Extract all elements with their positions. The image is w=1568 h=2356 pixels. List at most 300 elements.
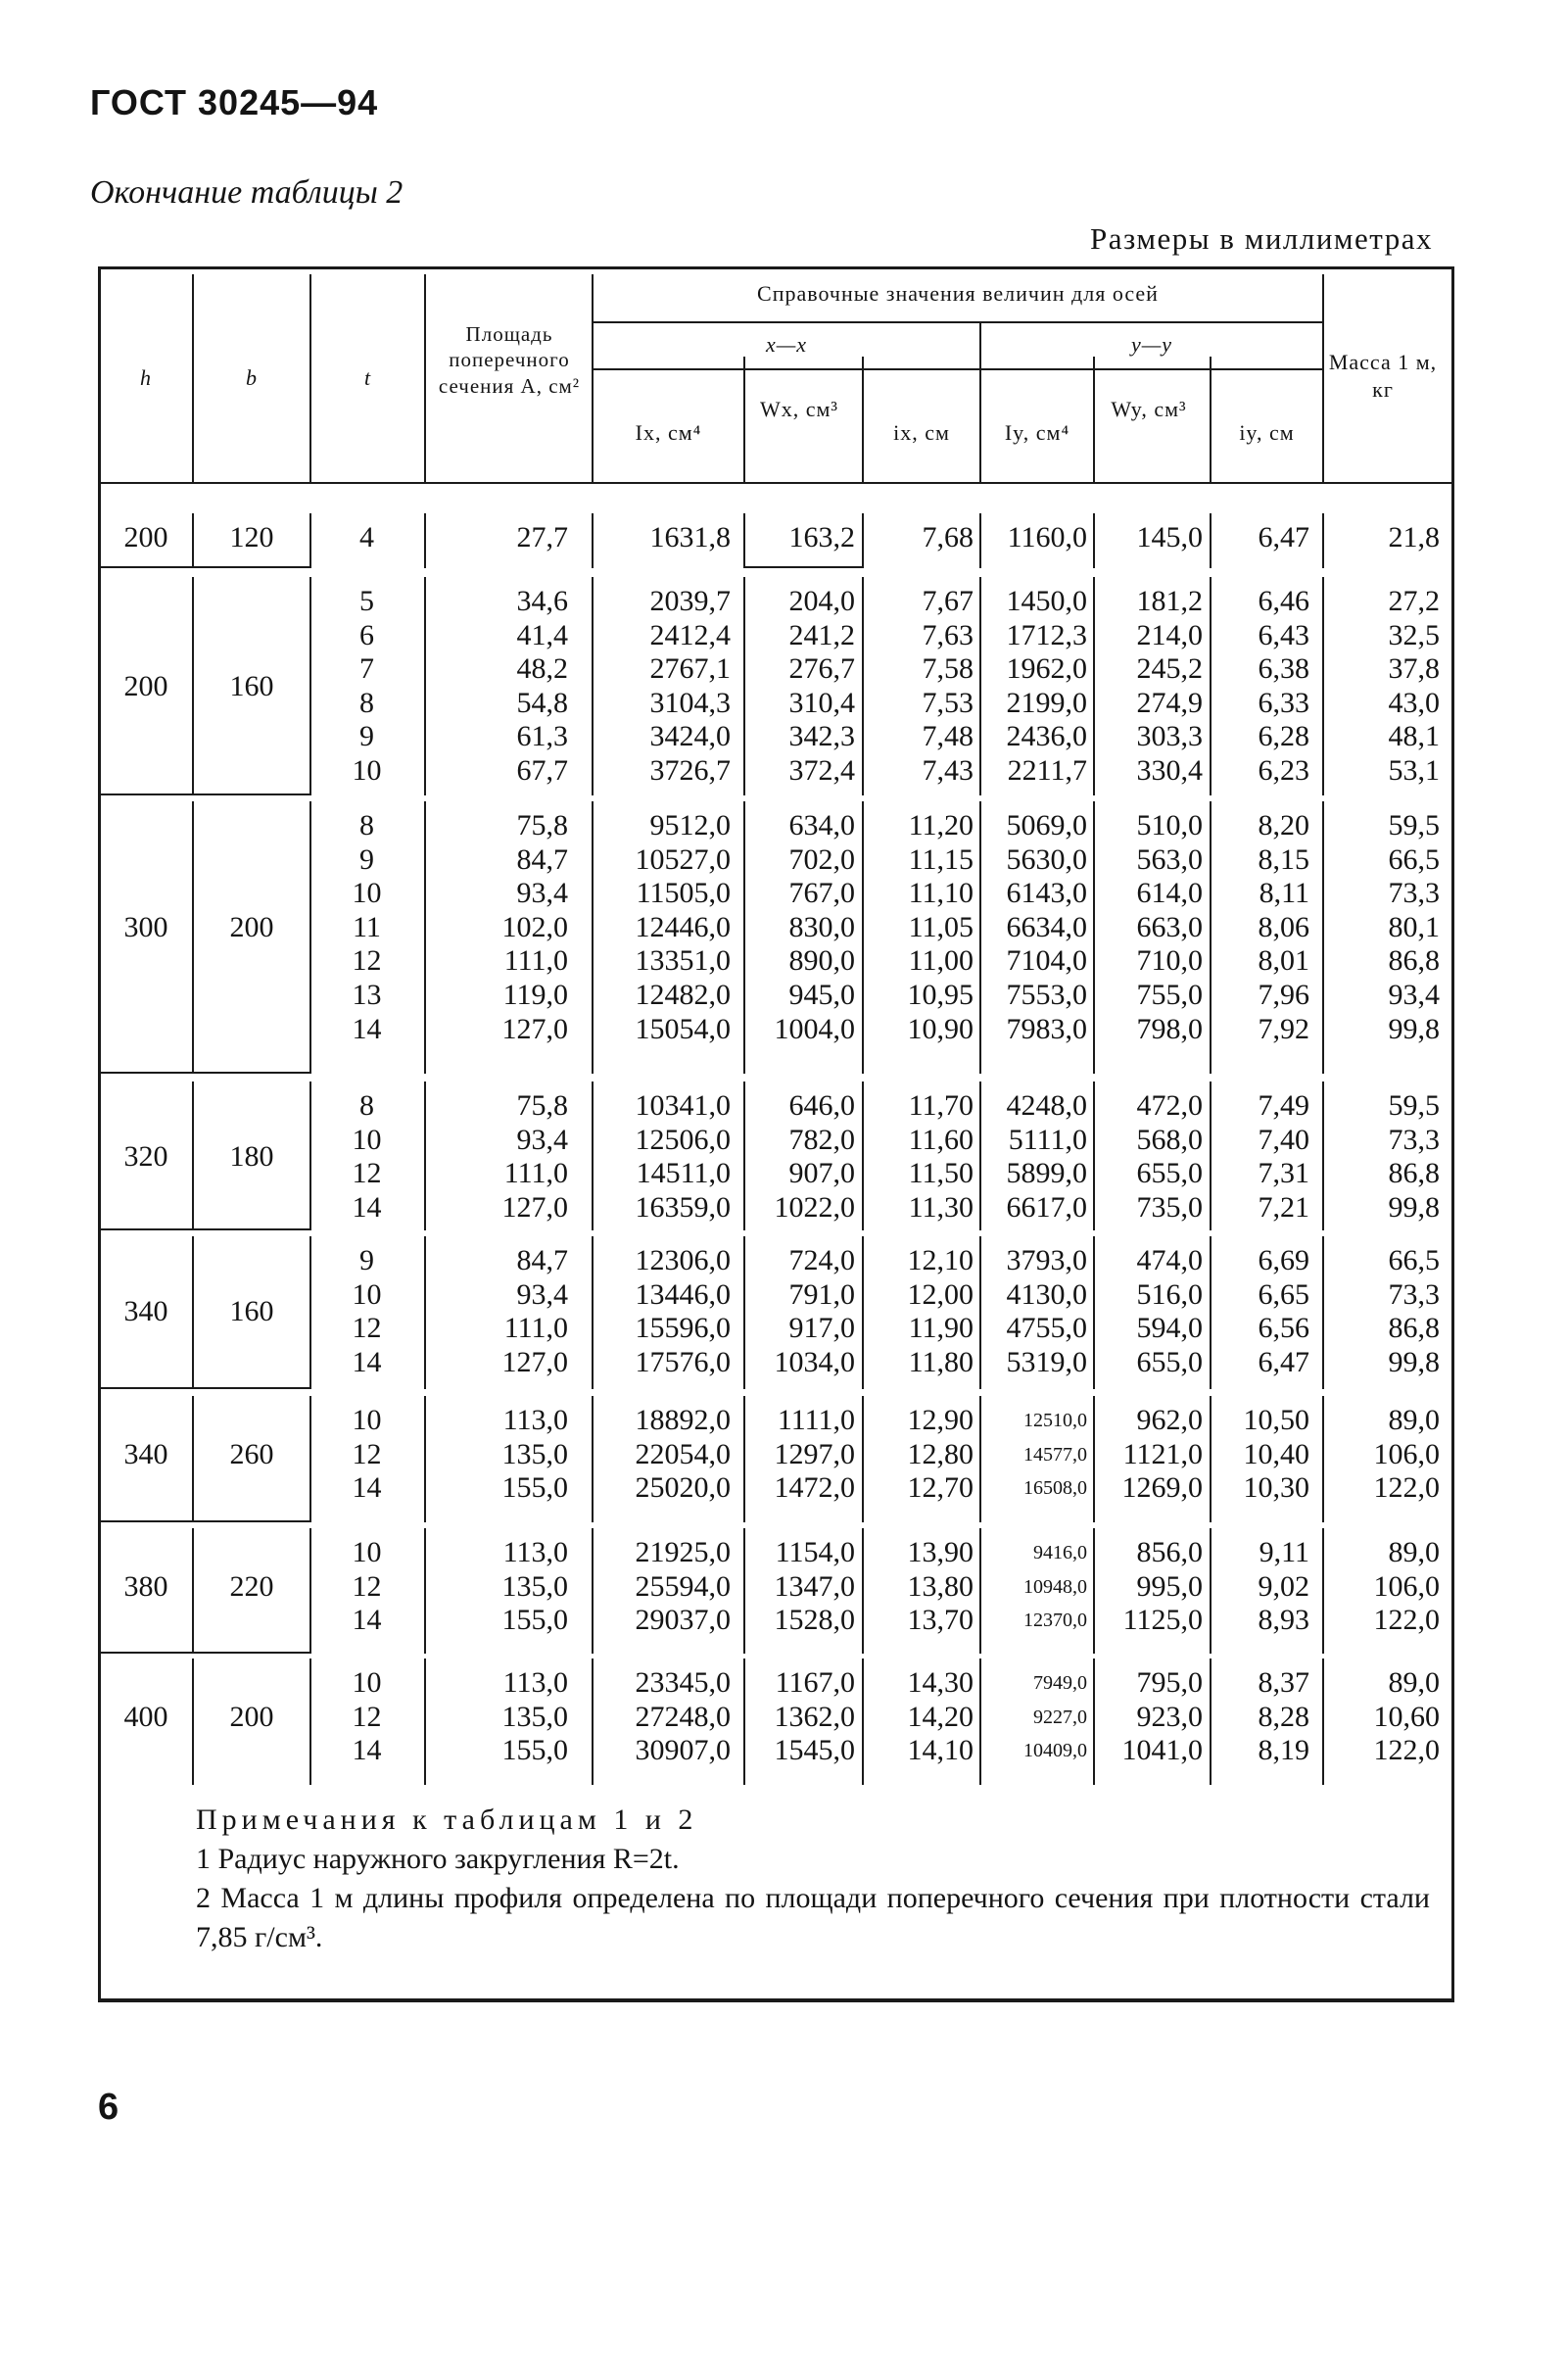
header-reference: Справочные значения величин для осей <box>757 281 1159 306</box>
table-cell: 21925,0 <box>635 1536 731 1568</box>
table-cell: 614,0 <box>1136 877 1203 910</box>
note-2: 2 Масса 1 м длины профиля определена по площади поперечного сечения при плотности стали 7,85 г/см³. <box>196 1882 1430 1953</box>
col-iy <box>981 1244 1087 1379</box>
table-cell: 7,68 <box>922 521 974 553</box>
table-cell: 11,30 <box>908 1190 974 1224</box>
table-cell: 13,90 <box>907 1536 974 1568</box>
table-cell: 13351,0 <box>635 944 731 978</box>
table-cell: 7553,0 <box>1006 978 1087 1011</box>
note-1: 1 Радиус наружного закругления R=2t. <box>196 1843 680 1875</box>
table-cell: 7,43 <box>922 753 974 787</box>
col-ix <box>594 809 731 1046</box>
col-ix <box>594 1404 731 1506</box>
col-ix <box>864 1666 974 1768</box>
table-cell: 25020,0 <box>635 1471 731 1505</box>
table-cell: 11505,0 <box>636 877 731 910</box>
col-iy <box>1212 1089 1309 1225</box>
col-wy <box>1095 1536 1203 1638</box>
col-wx <box>745 585 855 789</box>
table-cell: 4755,0 <box>1006 1312 1087 1345</box>
table-cell: 61,3 <box>516 720 568 753</box>
col-iy <box>1212 1666 1309 1768</box>
col-a <box>431 809 568 1046</box>
group-b: 200 <box>229 910 274 943</box>
table-cell: 14 <box>352 1734 382 1767</box>
table-cell: 27,2 <box>1388 585 1440 617</box>
table-cell: 472,0 <box>1136 1089 1203 1122</box>
table-cell: 8,28 <box>1258 1700 1309 1733</box>
table-cell: 11,50 <box>908 1157 974 1190</box>
table-cell: 99,8 <box>1388 1345 1440 1378</box>
table-cell: 9 <box>359 1244 374 1276</box>
group-b: 260 <box>229 1437 274 1470</box>
group-h: 320 <box>123 1139 168 1173</box>
table-cell: 22054,0 <box>635 1437 731 1470</box>
table-cell: 23345,0 <box>635 1666 731 1699</box>
col-ix <box>864 1536 974 1638</box>
table-cell: 945,0 <box>788 978 855 1011</box>
col-iy <box>1212 809 1309 1046</box>
table-caption: Окончание таблицы 2 <box>90 174 404 211</box>
header-axis-xx: x—x <box>765 332 808 357</box>
table-cell: 1528,0 <box>774 1604 855 1637</box>
table-cell: 155,0 <box>501 1471 568 1505</box>
table-cell: 25594,0 <box>635 1569 731 1603</box>
col-m <box>1324 1536 1440 1638</box>
col-wx <box>745 521 855 555</box>
table-cell: 6617,0 <box>1006 1190 1087 1224</box>
table-cell: 1041,0 <box>1121 1734 1203 1767</box>
table-cell: 5069,0 <box>1006 809 1087 841</box>
table-cell: 15054,0 <box>635 1012 731 1045</box>
col-a <box>431 1089 568 1225</box>
table-cell: 8,15 <box>1258 842 1309 876</box>
table-cell: 917,0 <box>788 1312 855 1345</box>
notes-block <box>196 1801 1430 1957</box>
header-iy-moment: Iy, см⁴ <box>1004 420 1070 445</box>
table-cell: 75,8 <box>516 809 568 841</box>
table-cell: 7,67 <box>922 585 974 617</box>
header-area: Площадь поперечного сечения А, см² <box>438 322 581 398</box>
table-cell: 135,0 <box>501 1700 568 1733</box>
group-h: 340 <box>123 1294 168 1327</box>
table-cell: 135,0 <box>501 1569 568 1603</box>
table-cell: 5 <box>359 585 374 617</box>
header-h: h <box>140 365 152 390</box>
table-cell: 1631,8 <box>649 521 731 553</box>
table-cell: 8 <box>359 686 374 719</box>
table-cell: 18892,0 <box>635 1404 731 1436</box>
table-cell: 568,0 <box>1136 1123 1203 1156</box>
col-wy <box>1095 585 1203 789</box>
table-cell: 646,0 <box>788 1089 855 1122</box>
table-cell: 10 <box>352 1277 382 1311</box>
table-cell: 10527,0 <box>635 842 731 876</box>
table-cell: 516,0 <box>1136 1277 1203 1311</box>
header-wy: Wy, см³ <box>1111 397 1187 421</box>
table-cell: 6,38 <box>1258 652 1309 686</box>
table-cell: 14 <box>352 1471 382 1505</box>
table-cell: 12 <box>352 1569 382 1603</box>
table-cell: 12 <box>352 1437 382 1470</box>
table-cell: 3424,0 <box>649 720 731 753</box>
col-t <box>309 521 424 555</box>
table-cell: 1125,0 <box>1122 1604 1203 1637</box>
group-h: 400 <box>123 1700 168 1733</box>
table-cell: 330,4 <box>1136 753 1203 787</box>
table-cell: 10 <box>352 1404 382 1436</box>
table-cell: 99,8 <box>1388 1190 1440 1224</box>
table-cell: 7,58 <box>922 652 974 686</box>
table-cell: 1712,3 <box>1006 618 1087 651</box>
col-wy <box>1095 1404 1203 1506</box>
table-cell: 6,28 <box>1258 720 1309 753</box>
table-cell: 11 <box>353 910 381 943</box>
col-a <box>431 1244 568 1379</box>
table-cell: 113,0 <box>502 1666 568 1699</box>
table-cell: 3793,0 <box>1006 1244 1087 1276</box>
table-cell: 7,31 <box>1258 1157 1309 1190</box>
col-a <box>431 1404 568 1506</box>
col-ix <box>594 1089 731 1225</box>
table-cell: 11,80 <box>908 1345 974 1378</box>
table-cell: 372,4 <box>788 753 855 787</box>
table-cell: 2199,0 <box>1006 686 1087 719</box>
table-cell: 795,0 <box>1136 1666 1203 1699</box>
table-cell: 1450,0 <box>1006 585 1087 617</box>
table-cell: 14 <box>352 1012 382 1045</box>
table-cell: 122,0 <box>1373 1734 1440 1767</box>
table-cell: 1160,0 <box>1007 521 1087 553</box>
table-cell: 155,0 <box>501 1734 568 1767</box>
table-cell: 1111,0 <box>777 1404 855 1436</box>
table-cell: 4248,0 <box>1006 1089 1087 1122</box>
table-cell: 12,00 <box>907 1277 974 1311</box>
table-cell: 111,0 <box>503 1157 568 1190</box>
document-title: ГОСТ 30245—94 <box>90 82 379 122</box>
table-cell: 276,7 <box>788 652 855 686</box>
table-cell: 655,0 <box>1136 1345 1203 1378</box>
table-cell: 13 <box>352 978 382 1011</box>
group-h: 380 <box>123 1569 168 1603</box>
col-ix <box>864 585 974 789</box>
col-t <box>309 1404 424 1506</box>
table-cell: 73,3 <box>1388 1123 1440 1156</box>
col-m <box>1324 1244 1440 1379</box>
table-cell: 214,0 <box>1136 618 1203 651</box>
units-note: Размеры в миллиметрах <box>1090 221 1433 256</box>
col-wx <box>745 1244 855 1379</box>
table-cell: 4130,0 <box>1006 1277 1087 1311</box>
table-cell: 241,2 <box>788 618 855 651</box>
table-cell: 1154,0 <box>775 1536 855 1568</box>
table-cell: 10,90 <box>907 1012 974 1045</box>
table-cell: 6,46 <box>1258 585 1309 617</box>
table-cell: 310,4 <box>788 686 855 719</box>
table-cell: 6,33 <box>1258 686 1309 719</box>
table-cell: 634,0 <box>788 809 855 841</box>
table-cell: 1962,0 <box>1006 652 1087 686</box>
group-h: 340 <box>123 1437 168 1470</box>
table-cell: 11,05 <box>908 910 974 943</box>
col-a <box>431 1666 568 1768</box>
table-cell: 8,93 <box>1258 1604 1309 1637</box>
table-cell: 5899,0 <box>1006 1157 1087 1190</box>
table-cell: 34,6 <box>516 585 568 617</box>
table-cell: 12506,0 <box>635 1123 731 1156</box>
table-cell: 59,5 <box>1388 1089 1440 1122</box>
page-number: 6 <box>98 2087 119 2128</box>
table-cell: 962,0 <box>1136 1404 1203 1436</box>
header-ix-moment: Ix, см⁴ <box>635 420 702 445</box>
table-cell: 14511,0 <box>636 1157 731 1190</box>
table-cell: 510,0 <box>1136 809 1203 841</box>
table-cell: 127,0 <box>501 1345 568 1378</box>
table-cell: 11,00 <box>908 944 974 978</box>
table-cell: 274,9 <box>1136 686 1203 719</box>
col-wy <box>1095 809 1203 1046</box>
table-cell: 111,0 <box>503 944 568 978</box>
col-m <box>1324 521 1440 555</box>
table-cell: 5111,0 <box>1008 1123 1087 1156</box>
col-iy <box>981 521 1087 555</box>
table-cell: 10 <box>352 1123 382 1156</box>
col-ix <box>594 1666 731 1768</box>
table-cell: 3726,7 <box>649 753 731 787</box>
table-cell: 755,0 <box>1136 978 1203 1011</box>
table-cell: 13446,0 <box>635 1277 731 1311</box>
table-cell: 122,0 <box>1373 1604 1440 1637</box>
table-cell: 8,01 <box>1258 944 1309 978</box>
table-cell: 663,0 <box>1136 910 1203 943</box>
col-t <box>309 809 424 1046</box>
col-wx <box>745 1666 855 1768</box>
table-cell: 67,7 <box>516 753 568 787</box>
table-cell: 474,0 <box>1136 1244 1203 1276</box>
table-cell: 1121,0 <box>1122 1437 1203 1470</box>
table-cell: 84,7 <box>516 842 568 876</box>
table-cell: 10 <box>352 753 382 787</box>
table-cell: 99,8 <box>1388 1012 1440 1045</box>
col-m <box>1324 585 1440 789</box>
col-a <box>431 1536 568 1638</box>
table-cell: 14,20 <box>907 1700 974 1733</box>
table-cell: 66,5 <box>1388 842 1440 876</box>
table-cell: 16359,0 <box>635 1190 731 1224</box>
table-cell: 93,4 <box>516 877 568 910</box>
table-cell: 13,80 <box>907 1569 974 1603</box>
table-cell: 5630,0 <box>1006 842 1087 876</box>
table-cell: 9 <box>359 842 374 876</box>
col-iy <box>1212 585 1309 789</box>
col-ix <box>864 809 974 1046</box>
col-ix <box>864 1404 974 1506</box>
table-cell: 7104,0 <box>1006 944 1087 978</box>
table-cell: 10,40 <box>1243 1437 1309 1470</box>
table-cell: 6,69 <box>1258 1244 1309 1276</box>
table-cell: 1297,0 <box>774 1437 855 1470</box>
table-cell: 2436,0 <box>1006 720 1087 753</box>
table-cell: 32,5 <box>1388 618 1440 651</box>
table-cell: 86,8 <box>1388 1312 1440 1345</box>
table-cell: 724,0 <box>788 1244 855 1276</box>
table-cell: 135,0 <box>501 1437 568 1470</box>
table-cell: 89,0 <box>1388 1404 1440 1436</box>
header-axis-yy: y—y <box>1130 332 1173 357</box>
group-b: 200 <box>229 1700 274 1733</box>
col-iy <box>981 809 1087 1046</box>
table-cell: 163,2 <box>788 521 855 553</box>
table-cell: 6,43 <box>1258 618 1309 651</box>
table-cell: 9,02 <box>1258 1569 1309 1603</box>
table-cell: 5319,0 <box>1006 1345 1087 1378</box>
header-b: b <box>246 365 258 390</box>
col-m <box>1324 1404 1440 1506</box>
table-cell: 11,90 <box>908 1312 974 1345</box>
table-cell: 7,92 <box>1258 1012 1309 1045</box>
table-cell: 48,1 <box>1388 720 1440 753</box>
table-cell: 10,60 <box>1373 1700 1440 1733</box>
table-cell: 2412,4 <box>649 618 731 651</box>
col-iy <box>1212 1404 1309 1506</box>
table-cell: 89,0 <box>1388 1536 1440 1568</box>
table-cell: 9227,0 <box>1033 1706 1087 1728</box>
table-cell: 53,1 <box>1388 753 1440 787</box>
table-cell: 204,0 <box>788 585 855 617</box>
table-cell: 767,0 <box>788 877 855 910</box>
table-cell: 7,40 <box>1258 1123 1309 1156</box>
col-iy <box>981 1404 1087 1506</box>
table-cell: 1022,0 <box>774 1190 855 1224</box>
table-cell: 342,3 <box>788 720 855 753</box>
table-cell: 14577,0 <box>1023 1443 1087 1466</box>
table-cell: 11,20 <box>908 809 974 841</box>
group-h: 300 <box>123 910 168 943</box>
table-cell: 10,50 <box>1243 1404 1309 1436</box>
col-t <box>309 1666 424 1768</box>
table-cell: 12446,0 <box>635 910 731 943</box>
table-cell: 9416,0 <box>1033 1542 1087 1563</box>
col-iy <box>981 1089 1087 1225</box>
notes-heading: Примечания к таблицам 1 и 2 <box>196 1803 698 1836</box>
table-cell: 48,2 <box>516 652 568 686</box>
table-cell: 3104,3 <box>649 686 731 719</box>
col-wx <box>745 1404 855 1506</box>
table-cell: 15596,0 <box>635 1312 731 1345</box>
group-b: 160 <box>229 669 274 702</box>
table-cell: 17576,0 <box>635 1345 731 1378</box>
table-cell: 113,0 <box>502 1536 568 1568</box>
table-cell: 6,65 <box>1258 1277 1309 1311</box>
table-cell: 7,53 <box>922 686 974 719</box>
table-cell: 710,0 <box>1136 944 1203 978</box>
col-iy <box>1212 1244 1309 1379</box>
table-cell: 995,0 <box>1136 1569 1203 1603</box>
header-t: t <box>363 365 372 390</box>
table-cell: 782,0 <box>788 1123 855 1156</box>
table-cell: 12510,0 <box>1023 1410 1087 1431</box>
table-cell: 29037,0 <box>635 1604 731 1637</box>
table-cell: 113,0 <box>502 1404 568 1436</box>
table-cell: 14 <box>352 1604 382 1637</box>
col-m <box>1324 809 1440 1046</box>
group-h: 200 <box>123 669 168 702</box>
table-cell: 7949,0 <box>1033 1672 1087 1694</box>
header-iy-radius: iy, см <box>1239 420 1295 445</box>
table-cell: 181,2 <box>1136 585 1203 617</box>
table-cell: 7983,0 <box>1006 1012 1087 1045</box>
table-cell: 798,0 <box>1136 1012 1203 1045</box>
table-cell: 12482,0 <box>635 978 731 1011</box>
table-cell: 10 <box>352 1666 382 1699</box>
table-cell: 7,63 <box>922 618 974 651</box>
col-ix <box>594 1536 731 1638</box>
table-cell: 594,0 <box>1136 1312 1203 1345</box>
table-cell: 145,0 <box>1136 521 1203 553</box>
col-wx <box>745 1536 855 1638</box>
table-cell: 655,0 <box>1136 1157 1203 1190</box>
table-cell: 73,3 <box>1388 877 1440 910</box>
group-h: 200 <box>123 521 168 553</box>
table-cell: 111,0 <box>503 1312 568 1345</box>
table-cell: 12 <box>352 1157 382 1190</box>
table-cell: 80,1 <box>1388 910 1440 943</box>
col-a <box>431 521 568 555</box>
table-cell: 245,2 <box>1136 652 1203 686</box>
table-cell: 12370,0 <box>1023 1610 1087 1632</box>
table-cell: 7,48 <box>922 720 974 753</box>
table-cell: 830,0 <box>788 910 855 943</box>
table-cell: 93,4 <box>1388 978 1440 1011</box>
table-cell: 86,8 <box>1388 944 1440 978</box>
col-wy <box>1095 521 1203 555</box>
table-cell: 7,21 <box>1258 1190 1309 1224</box>
table-cell: 10 <box>352 877 382 910</box>
table-cell: 54,8 <box>516 686 568 719</box>
table-cell: 37,8 <box>1388 652 1440 686</box>
table-cell: 10 <box>352 1536 382 1568</box>
table-cell: 11,15 <box>908 842 974 876</box>
table-cell: 10409,0 <box>1023 1740 1087 1762</box>
table-cell: 8,37 <box>1258 1666 1309 1699</box>
table-cell: 12 <box>352 1700 382 1733</box>
table-cell: 12,80 <box>907 1437 974 1470</box>
col-ix <box>864 1244 974 1379</box>
table-cell: 6,47 <box>1258 1345 1309 1378</box>
col-t <box>309 1089 424 1225</box>
table-cell: 907,0 <box>788 1157 855 1190</box>
table-cell: 6143,0 <box>1006 877 1087 910</box>
table-cell: 890,0 <box>788 944 855 978</box>
table-cell: 66,5 <box>1388 1244 1440 1276</box>
table-cell: 9512,0 <box>649 809 731 841</box>
table-cell: 8 <box>359 809 374 841</box>
table-cell: 93,4 <box>516 1277 568 1311</box>
table-cell: 12306,0 <box>635 1244 731 1276</box>
table-cell: 9 <box>359 720 374 753</box>
table-cell: 12 <box>352 1312 382 1345</box>
col-wy <box>1095 1244 1203 1379</box>
table-cell: 6,23 <box>1258 753 1309 787</box>
table-cell: 16508,0 <box>1023 1477 1087 1500</box>
table-cell: 1167,0 <box>775 1666 855 1699</box>
table-cell: 122,0 <box>1373 1471 1440 1505</box>
table-cell: 10,30 <box>1243 1471 1309 1505</box>
col-ix <box>594 585 731 789</box>
table-cell: 127,0 <box>501 1190 568 1224</box>
col-ix <box>594 1244 731 1379</box>
table-cell: 7,49 <box>1258 1089 1309 1122</box>
